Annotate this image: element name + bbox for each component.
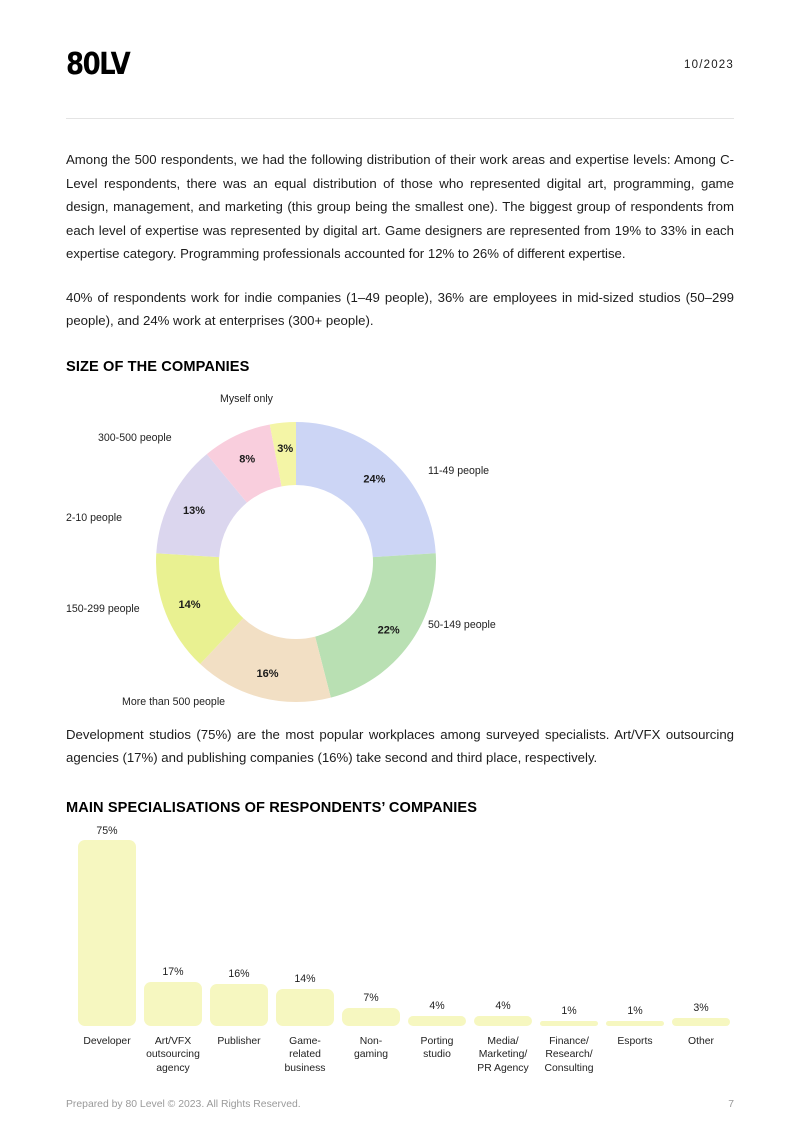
bar-chart-bars	[74, 826, 734, 1026]
bar-value-label: 3%	[693, 1001, 709, 1014]
bar-column	[206, 826, 272, 1026]
donut-label-more-than-500-people: More than 500 people	[122, 695, 226, 708]
bar-column	[470, 826, 536, 1026]
page-header	[66, 0, 734, 96]
paragraph-company-sizes: 40% of respondents work for indie companies (1–49 people), 36% are employees in mid-sized studios (50–299 people), and 24% work at enterprises (300+ people).	[66, 289, 734, 328]
donut-label-2-10-people: 2-10 people	[66, 511, 122, 524]
donut-slice-value: 8%	[239, 452, 256, 465]
bar-rect	[78, 840, 136, 1025]
bar-category-label: Finance/ Research/ Consulting	[544, 1035, 594, 1074]
footer-copyright: Prepared by 80 Level © 2023. All Rights Reserved.	[66, 1099, 301, 1110]
bar-value-label: 4%	[429, 999, 445, 1012]
bar-rect	[540, 1021, 598, 1026]
donut-label-11-49-people: 11-49 people	[428, 464, 490, 477]
donut-label-50-149-people: 50-149 people	[428, 618, 496, 631]
bar-column	[602, 826, 668, 1026]
bar-chart	[66, 824, 734, 1102]
paragraph-respondents-distribution: Among the 500 respondents, we had the following distribution of their work areas and expertise levels: Among C-Level respondents, there was an equal distribution of those who represented digital art, programming, game design, management, and marketing (this group being the smallest one). The biggest group of respondents from each level of expertise was represented by digital art. Game designers are represented from 19% to 33% in each expertise category. Programming professionals accounted for 12% to 26% of different expertise.	[66, 152, 734, 261]
donut-slice-value: 24%	[363, 473, 386, 486]
bar-column	[668, 826, 734, 1026]
bar-category-label: Other	[688, 1035, 714, 1047]
bar-value-label: 1%	[627, 1004, 643, 1017]
section-title-specialisations: MAIN SPECIALISATIONS OF RESPONDENTS’ COMPANIES	[66, 799, 478, 816]
brand-logo: 80LV	[66, 47, 130, 83]
bar-value-label: 14%	[294, 972, 316, 985]
bar-value-label: 17%	[162, 965, 184, 978]
bar-category-label: Esports	[617, 1035, 653, 1047]
bar-rect	[342, 1008, 400, 1026]
bar-category-label: Publisher	[217, 1035, 261, 1047]
section-title-company-size: SIZE OF THE COMPANIES	[66, 358, 250, 375]
bar-column	[338, 826, 404, 1026]
donut-slice-value: 16%	[256, 667, 279, 680]
bar-rect	[144, 982, 202, 1026]
bar-value-label: 4%	[495, 999, 511, 1012]
bar-rect	[408, 1016, 466, 1026]
bar-value-label: 16%	[228, 967, 250, 980]
bar-column	[74, 826, 140, 1026]
bar-value-label: 7%	[363, 991, 379, 1004]
bar-column	[404, 826, 470, 1026]
bar-category-label: Non- gaming	[353, 1035, 389, 1061]
donut-chart-svg	[86, 407, 506, 717]
donut-slice	[315, 553, 436, 697]
bar-rect	[474, 1016, 532, 1026]
donut-slice-value: 14%	[178, 598, 201, 611]
bar-category-label: Porting studio	[420, 1035, 454, 1061]
bar-category-label: Game- related business	[284, 1035, 326, 1074]
bar-chart-category-labels	[74, 1028, 734, 1102]
bar-rect	[210, 984, 268, 1026]
bar-rect	[606, 1021, 664, 1026]
header-divider	[66, 118, 734, 119]
paragraph-workplaces: Development studios (75%) are the most popular workplaces among surveyed specialists. Art/VFX outsourcing agencies (17%) and publishing companies (16%) take second and third place, respectively.	[66, 726, 734, 765]
bar-value-label: 1%	[561, 1004, 577, 1017]
donut-chart	[66, 393, 734, 723]
donut-label-150-299-people: 150-299 people	[66, 602, 140, 615]
bar-column	[140, 826, 206, 1026]
donut-label-myself-only: Myself only	[220, 392, 273, 405]
bar-rect	[276, 989, 334, 1026]
donut-slice-value: 3%	[277, 442, 294, 455]
donut-slice-value: 13%	[182, 504, 205, 517]
bar-category-label: Media/ Marketing/ PR Agency	[477, 1035, 529, 1074]
bar-rect	[672, 1018, 730, 1026]
donut-slice-value: 22%	[377, 623, 400, 636]
bar-category-label: Art/VFX outsourcing agency	[146, 1035, 200, 1074]
bar-column	[272, 826, 338, 1026]
bar-value-label: 75%	[96, 824, 118, 837]
footer-page-number: 7	[728, 1099, 734, 1110]
bar-column	[536, 826, 602, 1026]
page-footer	[66, 1099, 734, 1110]
donut-label-300-500-people: 300-500 people	[98, 431, 172, 444]
donut-slice	[296, 422, 436, 557]
header-date: 10/2023	[684, 59, 734, 71]
bar-category-label: Developer	[83, 1035, 131, 1047]
